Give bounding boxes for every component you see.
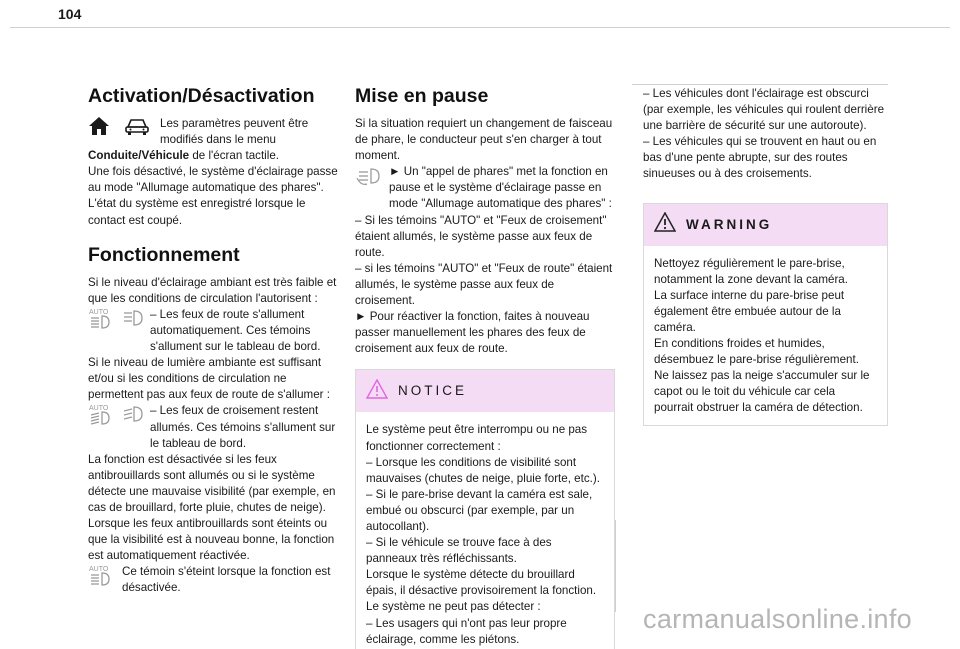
- notice-item-4: – Les usagers qui n'ont pas leur propre éclairage, comme les piétons.: [366, 616, 567, 646]
- low-beam-text: – Les feux de croisement restent allumés. Ces témoins s'allument sur le tableau de bord.: [150, 404, 336, 450]
- notice-para-3: Le système ne peut pas détecter :: [366, 600, 541, 614]
- warning-body: [644, 246, 887, 425]
- notice-item-2: – Si le pare-brise devant la caméra est sale, embué ou obscurci (par exemple, par un autocollant).: [366, 487, 593, 533]
- menu-path-line: [88, 148, 340, 164]
- menu-path: Conduite/Véhicule: [88, 149, 190, 163]
- notice-body: [356, 412, 614, 649]
- warning-title: WARNING: [686, 216, 773, 232]
- operation-intro: Si le niveau d'éclairage ambiant est très faible et que les conditions de circulation l'autorisent :: [88, 275, 337, 305]
- column-right-top-rule: [632, 84, 888, 85]
- header-divider: [10, 27, 950, 28]
- section-title-activation: Activation/Désactivation: [88, 85, 315, 107]
- pause-step-1: [355, 164, 615, 212]
- svg-text:AUTO: AUTO: [89, 566, 109, 574]
- notice-item-1: – Lorsque les conditions de visibilité sont mauvaises (chutes de neige, pluie forte, etc.).: [366, 455, 600, 485]
- home-icon: [88, 116, 110, 136]
- menu-intro: [88, 116, 340, 148]
- high-beam-item: [88, 307, 340, 355]
- pause-intro: Si la situation requiert un changement de faisceau de phare, le conducteur peut s'en charger à tout moment.: [355, 117, 613, 163]
- warning-para-3: En conditions froides et humides, désembuez le pare-brise régulièrement.: [654, 337, 859, 367]
- column-left: [88, 84, 340, 597]
- auto-beam-off-icon: [88, 564, 116, 586]
- intro-text: Les paramètres peuvent être modifiés dans le menu: [160, 117, 309, 147]
- column-middle: [355, 84, 615, 649]
- low-beam-icon: [122, 403, 144, 425]
- warning-triangle-icon: [654, 212, 676, 237]
- function-off-text: Ce témoin s'éteint lorsque la fonction est désactivée.: [122, 565, 331, 595]
- car-icon: [124, 116, 150, 136]
- svg-text:AUTO: AUTO: [89, 405, 109, 413]
- notice-box: [355, 369, 615, 649]
- pause-step-2: ► Pour réactiver la fonction, faites à nouveau passer manuellement les phares des feux de croisement aux feux de route.: [355, 310, 590, 356]
- menu-suffix: de l'écran tactile.: [189, 149, 279, 163]
- right-item-1: – Les véhicules dont l'éclairage est obscurci (par exemple, les véhicules qui roulent derrière une barrière de sécurité sur une autoroute).: [643, 87, 885, 133]
- column-right: [643, 86, 888, 426]
- notice-item-3: – Si le véhicule se trouve face à des panneaux très réfléchissants.: [366, 536, 552, 566]
- auto-low-beam-icon: [88, 403, 116, 425]
- deactivation-paragraph: Une fois désactivé, le système d'éclairage passe au mode "Allumage automatique des phares". L'état du système est enregistré lorsque le contact est coupé.: [88, 165, 338, 227]
- svg-text:AUTO: AUTO: [89, 308, 109, 316]
- pause-line-1: – Si les témoins "AUTO" et "Feux de croisement" étaient allumés, le système passe aux feux de route.: [355, 213, 607, 259]
- pause-step-1-text: ► Un "appel de phares" met la fonction en pause et le système d'éclairage passe en mode "Allumage automatique des phares" :: [389, 165, 612, 211]
- function-off-item: [88, 564, 340, 596]
- warning-box: [643, 203, 888, 426]
- notice-title: NOTICE: [398, 383, 468, 399]
- high-beam-text: – Les feux de route s'allument automatiquement. Ces témoins s'allument sur le tableau de bord.: [150, 307, 321, 354]
- section-title-operation: Fonctionnement: [88, 243, 240, 266]
- pause-line-2: – si les témoins "AUTO" et "Feux de route" étaient allumés, le système passe aux feux de croisement.: [355, 261, 613, 308]
- page-number: 104: [58, 6, 82, 22]
- auto-high-beam-icon: [88, 307, 116, 329]
- fog-paragraph: La fonction est désactivée si les feux antibrouillards sont allumés ou si le système détecte une mauvaise visibilité (par exemple, en cas de brouillard, forte pluie, chutes de neige). Lorsque les feux antibrouillards sont éteints ou que la visibilité est à nouveau bonne, la fonction est automatiquement réactivée.: [88, 452, 336, 563]
- right-item-2: – Les véhicules qui se trouvent en haut ou en bas d'une pente abrupte, sur des routes sinueuses ou à des croisements.: [643, 135, 877, 181]
- column-divider: [615, 520, 616, 612]
- warning-header: [644, 204, 887, 246]
- high-beam-icon: [122, 307, 144, 329]
- watermark: carmanualsonline.info: [643, 604, 912, 634]
- low-beam-intro: Si le niveau de lumière ambiante est suffisant et/ou si les conditions de circulation ne permettent pas aux feux de route de s'allumer :: [88, 356, 330, 402]
- warning-para-2: La surface interne du pare-brise peut également être embuée autour de la caméra.: [654, 288, 845, 334]
- notice-header: [356, 370, 614, 412]
- notice-para-2: Lorsque le système détecte du brouillard épais, il désactive provisoirement la fonction.: [366, 568, 597, 598]
- warning-para-4: Ne laissez pas la neige s'accumuler sur le capot ou le toit du véhicule car cela pourrait obstruer la caméra de détection.: [654, 369, 870, 415]
- low-beam-item: [88, 403, 340, 451]
- notice-triangle-icon: [366, 379, 388, 404]
- notice-para-1: Le système peut être interrompu ou ne pas fonctionner correctement :: [366, 423, 588, 453]
- section-title-pause: Mise en pause: [355, 85, 489, 107]
- warning-para-1: Nettoyez régulièrement le pare-brise, notamment la zone devant la caméra.: [654, 256, 848, 286]
- flash-headlight-icon: [355, 164, 383, 186]
